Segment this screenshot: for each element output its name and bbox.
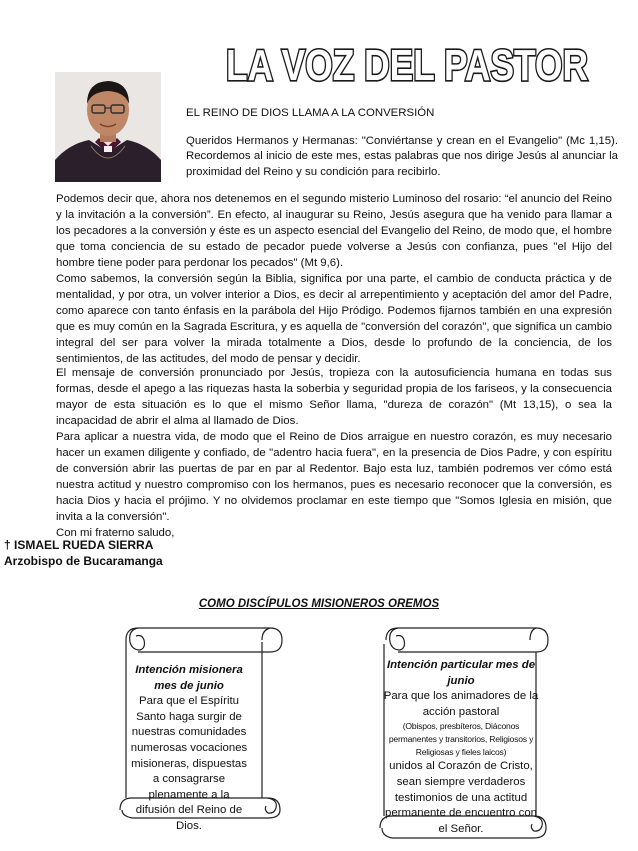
scroll-missionary-intention bbox=[128, 663, 250, 835]
signature-role: Arzobispo de Bucaramanga bbox=[4, 554, 163, 568]
scroll-heading: Intención particular mes de junio bbox=[386, 659, 536, 687]
scroll-body-b: unidos al Corazón de Cristo, sean siempre verdaderos testimonios de una actitud permanente de encuentro con el Señor. bbox=[385, 760, 537, 835]
body-block-2 bbox=[56, 365, 612, 541]
closing-line: Con mi fraterno saludo, bbox=[56, 527, 175, 539]
scroll-particular-intention bbox=[383, 658, 539, 837]
body-paragraph: Podemos decir que, ahora nos detenemos en el segundo misterio Luminoso del rosario: “el anuncio del Reino y la invitación a la conversión”. En efecto, al inaugurar su Reino, Jesús asegura que ha venido para llamar a los pecadores a la conversión y éste es un aspecto esencial del Evangelio del Reino, de modo que, el hombre que toma conciencia de su estado de pecador puede volverse a Jesús con confianza, pues "el Hijo del hombre tiene poder para perdonar los pecados" (Mt 9,6). bbox=[56, 193, 612, 269]
page-title bbox=[222, 38, 592, 88]
prayer-section-heading: COMO DISCÍPULOS MISIONEROS OREMOS bbox=[198, 598, 440, 610]
body-paragraph: Para aplicar a nuestra vida, de modo que el Reino de Dios arraigue en nuestro corazón, es muy necesario hacer un examen diligente y confiado, de "adentro hacia fuera", en la presencia de Dios Padre, y con espíritu de conversión abrir las puertas de par en par al Redentor. Bajo esta luz, también podremos ver cómo está nuestra actitud y nuestro compromiso con los hermanos, pues es necesario reconocer que la conversión, es hacia Dios y hacia el prójimo. Y no olvidemos proclamar en este tiempo que "Somos Iglesia en misión, que invita a la conversión". bbox=[56, 431, 612, 523]
body-paragraph: El mensaje de conversión pronunciado por Jesús, tropieza con la autosuficiencia humana en todas sus formas, desde el apego a las riquezas hasta la soberbia y seguridad propia de los fariseos, y la consecuencia mayor de esta situación es lo que el mismo Señor llama, "dureza de corazón" (Mt 13,15), o sea la incapacidad de abrir el alma al llamado de Dios. bbox=[56, 367, 612, 427]
signature bbox=[4, 537, 163, 569]
bishop-portrait bbox=[55, 72, 161, 182]
scroll-body: Para que el Espíritu Santo haga surgir de nuestras comunidades numerosas vocaciones misioneras, dispuestas a consagrarse plenamente a la difusión del Reino de Dios. bbox=[130, 695, 248, 832]
body-paragraph: Como sabemos, la conversión según la Biblia, significa por una parte, el cambio de conducta práctica y de mentalidad, y por otra, un volver interior a Dios, es decir al arrepentimiento y aceptación del amor del Padre, como aparece con tanto énfasis en la parábola del Hijo Pródigo. Podemos fijarnos también en una expresión que es muy común en la Sagrada Escritura, y es aquella de "conversión del corazón", que significa un cambio integral del ser para volver la mirada totalmente a Dios, desde lo profundo de la conciencia, de los sentimientos, de las actitudes, del modo de pensar y decidir. bbox=[56, 273, 612, 365]
scroll-body-small: (Obispos, presbíteros, Diáconos permanentes y transitorios, Religiosos y Religiosas y fieles laicos) bbox=[388, 721, 534, 758]
body-block-1 bbox=[56, 191, 612, 367]
intro-heading: EL REINO DE DIOS LLAMA A LA CONVERSIÓN bbox=[186, 107, 435, 119]
scroll-heading: Intención misionera mes de junio bbox=[135, 664, 243, 692]
title-text: LA VOZ DEL PASTOR bbox=[226, 41, 588, 90]
signature-name: † ISMAEL RUEDA SIERRA bbox=[4, 538, 154, 552]
intro-paragraph: Queridos Hermanos y Hermanas: "Conviértanse y crean en el Evangelio" (Mc 1,15). Recordemos al inicio de este mes, estas palabras que nos dirige Jesús al anunciar la proximidad del Reino y su condición para recibirlo. bbox=[186, 135, 618, 178]
scroll-body-a: Para que los animadores de la acción pastoral bbox=[383, 690, 539, 718]
